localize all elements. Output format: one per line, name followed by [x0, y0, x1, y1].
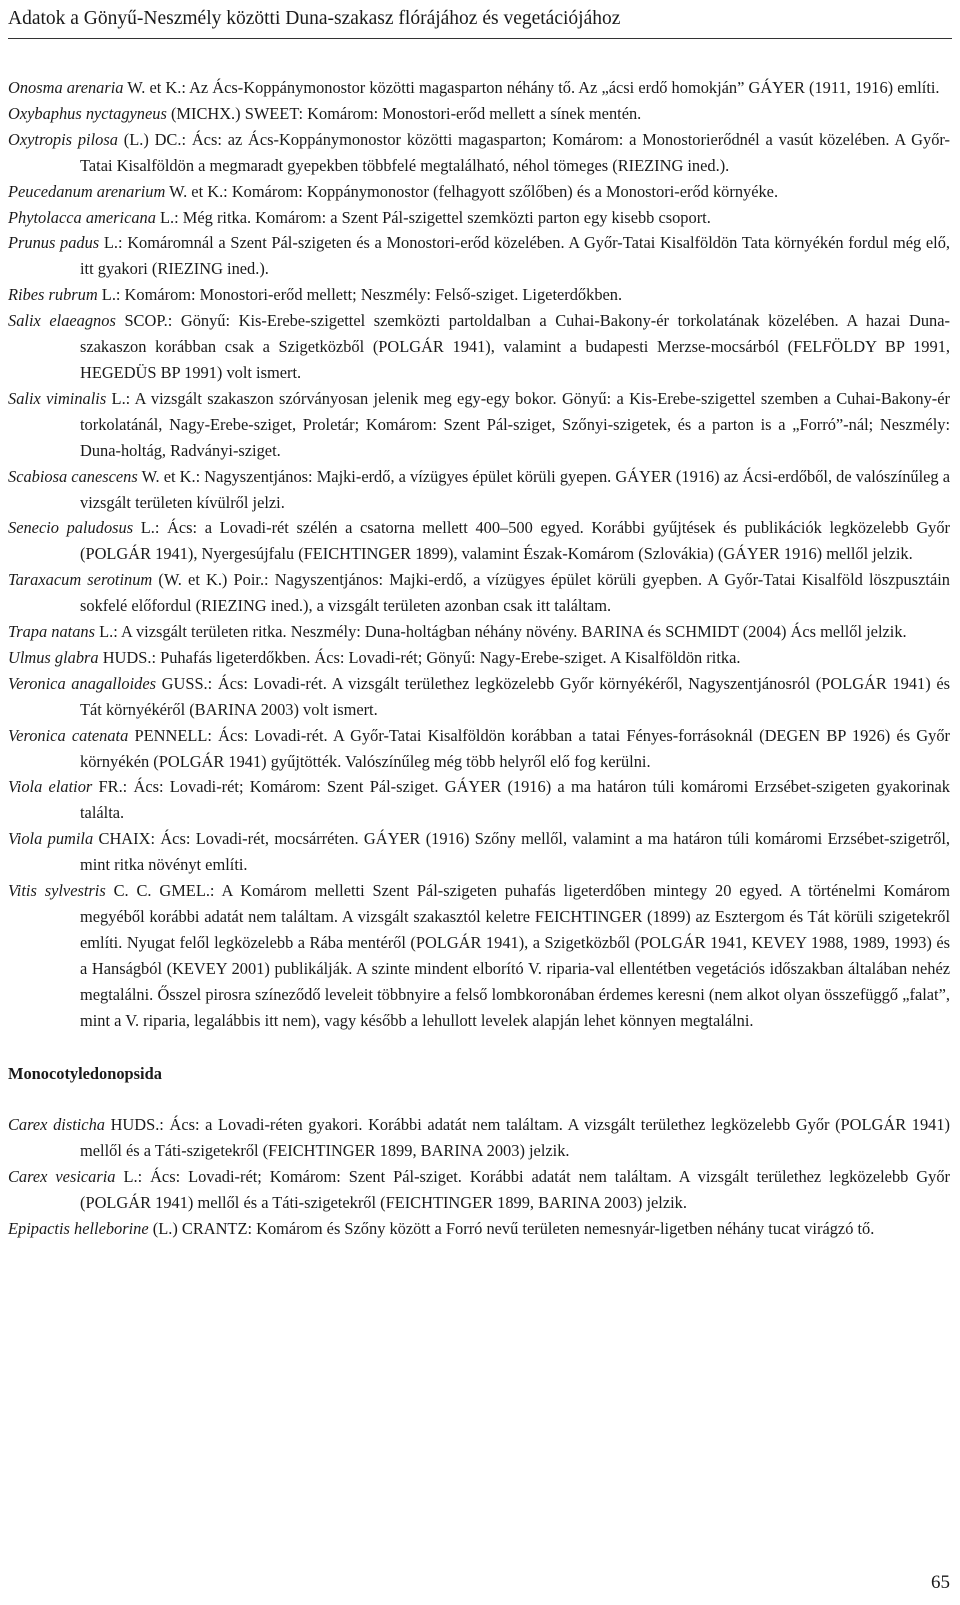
- species-entry: [8, 230, 950, 282]
- species-description: GUSS.: Ács: Lovadi-rét. A vizsgált területhez legközelebb Győr környékéről, Nagyszentjánosról (POLGÁR 1941) és Tát környékéről (BARINA 2003) volt ismert.: [80, 673, 951, 719]
- species-name: Ribes rubrum: [8, 285, 98, 305]
- species-entry: [8, 671, 950, 723]
- page-body: [8, 75, 950, 1242]
- species-name: Ulmus glabra: [8, 647, 99, 667]
- species-entry: [8, 1216, 950, 1242]
- species-entry: [8, 774, 950, 826]
- species-entry: [8, 101, 950, 127]
- species-entry: [8, 878, 950, 1033]
- species-entry: [8, 308, 950, 386]
- species-entry: [8, 619, 950, 645]
- species-entry: [8, 282, 950, 308]
- species-name: Onosma arenaria: [8, 78, 124, 97]
- species-description: (MICHX.) SWEET: Komárom: Monostori-erőd mellett a sínek mentén.: [166, 103, 642, 123]
- species-entry: [8, 464, 950, 516]
- species-description: SCOP.: Gönyű: Kis-Erebe-szigettel szemközti partoldalban a Cuhai-Bakony-ér torkolatának közelében. A hazai Duna-szakaszon korábban csak a Szigetközből (POLGÁR 1941), valamint a budapesti Merzse-mocsárból (FELFÖLDY BP 1991, HEGEDÜS BP 1991) volt ismert.: [80, 311, 950, 382]
- species-entry: [8, 645, 950, 671]
- species-name: Oxytropis pilosa: [8, 129, 118, 149]
- species-entry: [8, 205, 950, 231]
- section-heading: Monocotyledonopsida: [8, 1063, 162, 1083]
- species-entry: [8, 179, 950, 205]
- species-name: Peucedanum arenarium: [8, 181, 166, 201]
- species-description: C. C. GMEL.: A Komárom melletti Szent Pál-szigeten puhafás ligeterdőben mintegy 20 egyed. A történelmi Komárom megyéből korábbi adatát nem találtam. A vizsgált szakasztól keletre FEICHTINGER (1899) az Esztergom és Tát körüli szigetekről említi. Nyugat felől legközelebb a Rába mentéről (POLGÁR 1941), a Szigetközből (POLGÁR 1941, KEVEY 1988, 1989, 1993) és a Hanságból (KEVEY 2001) publikálják. A szinte mindent elborító V. riparia-val ellentétben vegetációs időszakban általában nehéz megtalálni. Ősszel pirosra színeződő leveleit többnyire a felső lombkoronában érdemes keresni (nem alkot olyan összefüggő „falat”, mint a V. riparia, legalábbis itt nem), vagy később a lehullott levelek alapján lehet könnyen megtalálni.: [80, 881, 950, 1030]
- species-name: Salix viminalis: [8, 388, 107, 408]
- species-entry: [8, 1164, 950, 1216]
- species-name: Salix elaeagnos: [8, 311, 116, 331]
- species-description: L.: A vizsgált szakaszon szórványosan jelenik meg egy-egy bokor. Gönyű: a Kis-Erebe-szigettel szemben a Cuhai-Bakony-ér torkolatánál, Nagy-Erebe-sziget, Proletár; Komárom: Szent Pál-sziget, Szőnyi-szigetek, és a parton is a „Forró”-nál; Neszmély: Duna-holtág, Radványi-sziget.: [80, 388, 950, 460]
- species-entry: [8, 386, 950, 464]
- species-entry: [8, 1112, 950, 1164]
- species-description: FR.: Ács: Lovadi-rét; Komárom: Szent Pál-sziget. GÁYER (1916) a ma határon túli komáromi Erzsébet-szigeten gyakorinak találta.: [80, 777, 950, 823]
- species-name: Prunus padus: [8, 233, 100, 253]
- species-description: (W. et K.) Poir.: Nagyszentjános: Majki-erdő, a vízügyes épület körüli gyepben. A Győr-Tatai Kisalföld löszpusztáin sokfelé előfordul (RIEZING ined.), a vizsgált területen azonban csak itt találtam.: [80, 570, 950, 616]
- species-name: Vitis sylvestris: [8, 881, 106, 901]
- species-description: L.: Ács: Lovadi-rét; Komárom: Szent Pál-sziget. Korábbi adatát nem találtam. A vizsgált területhez legközelebb Győr (POLGÁR 1941) mellől és a Táti-szigetekről (FEICHTINGER 1899, BARINA 2003) jelzik.: [80, 1167, 950, 1213]
- species-description: L.: A vizsgált területen ritka. Neszmély: Duna-holtágban néhány növény. BARINA és SCHMIDT (2004) Ács mellől jelzik.: [95, 622, 907, 642]
- species-entry: [8, 75, 950, 101]
- species-name: Carex vesicaria: [8, 1167, 116, 1187]
- species-name: Scabiosa canescens: [8, 466, 138, 486]
- species-name: Veronica anagalloides: [8, 673, 156, 693]
- species-description: HUDS.: Puhafás ligeterdőkben. Ács: Lovadi-rét; Gönyű: Nagy-Erebe-sziget. A Kisalföldön ritka.: [98, 647, 741, 667]
- species-name: Viola elatior: [8, 777, 93, 797]
- species-name: Epipactis helleborine: [8, 1219, 149, 1239]
- species-description: (L.) DC.: Ács: az Ács-Koppánymonostor közötti magasparton; Komárom: a Monostorierődnél a vasút közelében. A Győr-Tatai Kisalföldön a megmaradt gyepekben többfelé megtalálható, néhol tömeges (RIEZING ined.).: [80, 129, 950, 175]
- species-description: W. et K.: Komárom: Koppánymonostor (felhagyott szőlőben) és a Monostori-erőd környéke.: [165, 181, 779, 201]
- species-description: L.: Komárom: Monostori-erőd mellett; Neszmély: Felső-sziget. Ligeterdőkben.: [97, 285, 623, 305]
- species-list-dicot: [8, 75, 950, 1034]
- species-entry: [8, 723, 950, 775]
- species-entry: [8, 826, 950, 878]
- species-name: Phytolacca americana: [8, 207, 156, 227]
- species-description: (L.) CRANTZ: Komárom és Szőny között a Forró nevű területen nemesnyár-ligetben néhány tucat virágzó tő.: [148, 1219, 875, 1239]
- species-name: Viola pumila: [8, 829, 94, 849]
- species-description: L.: Ács: a Lovadi-rét szélén a csatorna mellett 400–500 egyed. Korábbi gyűjtések és publikációk legközelebb Győr (POLGÁR 1941), Nyergesújfalu (FEICHTINGER 1899), valamint Észak-Komárom (Szlovákia) (GÁYER 1916) mellől jelzik.: [80, 518, 951, 564]
- species-description: L.: Még ritka. Komárom: a Szent Pál-szigettel szemközti parton egy kisebb csoport.: [155, 207, 711, 227]
- page-number: 65: [931, 1572, 950, 1593]
- species-entry: [8, 567, 950, 619]
- species-list-monocot: [8, 1112, 950, 1242]
- running-title: Adatok a Gönyű-Neszmély közötti Duna-szakasz flórájához és vegetációjához: [8, 6, 952, 39]
- species-name: Veronica catenata: [8, 725, 129, 745]
- species-entry: [8, 127, 950, 179]
- species-description: HUDS.: Ács: a Lovadi-réten gyakori. Korábbi adatát nem találtam. A vizsgált területhez legközelebb Győr (POLGÁR 1941) mellől és a Táti-szigetekről (FEICHTINGER 1899, BARINA 2003) jelzik.: [80, 1115, 950, 1161]
- species-name: Taraxacum serotinum: [8, 570, 153, 590]
- species-entry: [8, 515, 950, 567]
- species-description: W. et K.: Nagyszentjános: Majki-erdő, a vízügyes épület körüli gyepen. GÁYER (1916) az Ácsi-erdőből, de valószínűleg a vizsgált területen kívülről jelzi.: [80, 466, 950, 512]
- species-name: Senecio paludosus: [8, 518, 134, 538]
- species-name: Oxybaphus nyctagyneus: [8, 103, 167, 123]
- species-description: W. et K.: Az Ács-Koppánymonostor közötti magasparton néhány tő. Az „ácsi erdő homokján” GÁYER (1911, 1916) említi.: [123, 78, 940, 97]
- species-name: Trapa natans: [8, 622, 95, 642]
- species-description: PENNELL: Ács: Lovadi-rét. A Győr-Tatai Kisalföldön korábban a tatai Fényes-forrásoknál (DEGEN BP 1926) és Győr környékén (POLGÁR 1941) gyűjtötték. Valószínűleg még több helyről elő fog kerülni.: [80, 725, 950, 771]
- species-description: L.: Komáromnál a Szent Pál-szigeten és a Monostori-erőd közelében. A Győr-Tatai Kisalföldön Tata környékén fordul még elő, itt gyakori (RIEZING ined.).: [80, 233, 950, 279]
- species-name: Carex disticha: [8, 1115, 105, 1135]
- species-description: CHAIX: Ács: Lovadi-rét, mocsárréten. GÁYER (1916) Szőny mellől, valamint a ma határon túli komáromi Erzsébet-szigetről, mint ritka növényt említi.: [80, 829, 950, 875]
